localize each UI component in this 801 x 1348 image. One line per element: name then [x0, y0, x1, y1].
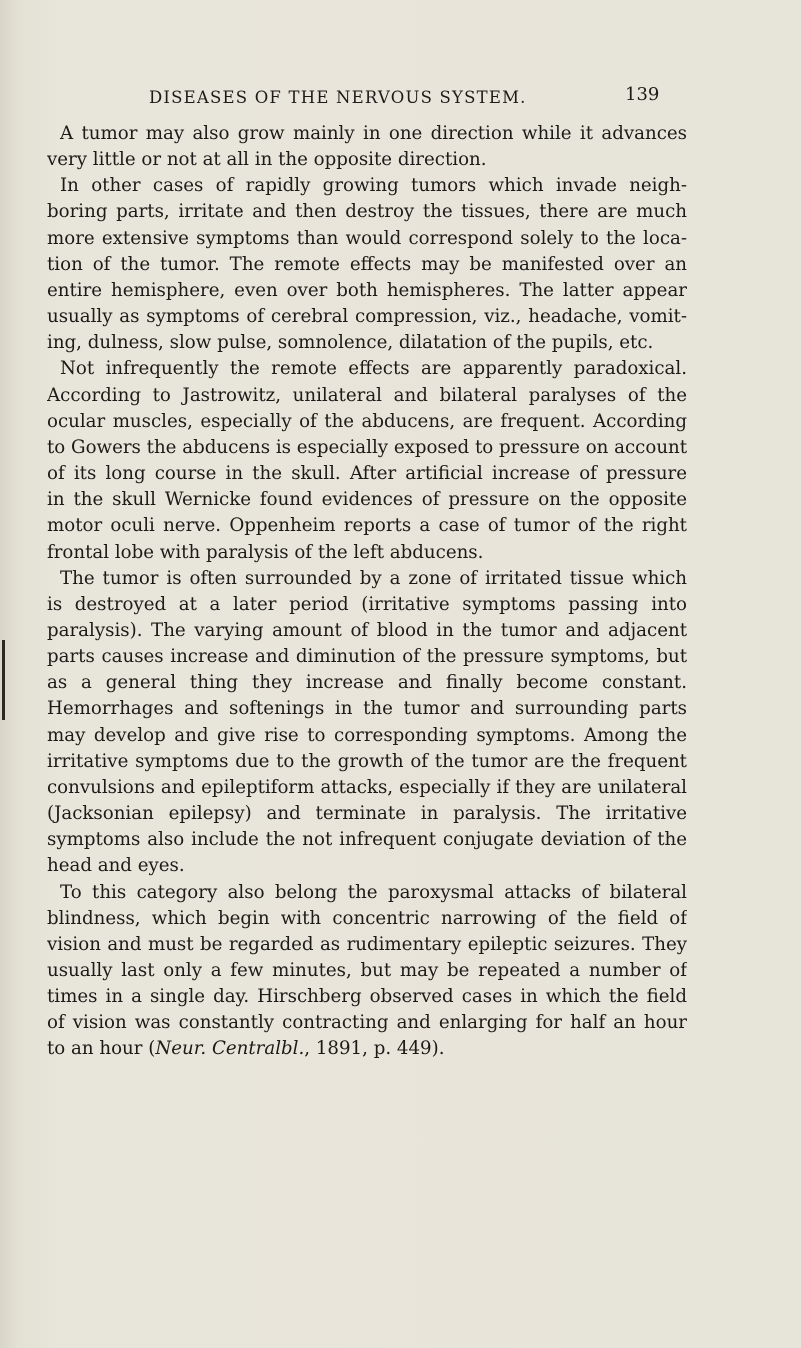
text-line: of vision was constantly contracting and enlarging for half an hour	[47, 1012, 687, 1034]
running-header: DISEASES OF THE NERVOUS SYSTEM.	[149, 88, 527, 107]
text-line: parts causes increase and diminution of the pressure symptoms, but	[47, 646, 687, 668]
text-line: ing, dulness, slow pulse, somnolence, dilatation of the pupils, etc.	[47, 332, 654, 354]
text-line: frontal lobe with paralysis of the left abducens.	[47, 541, 484, 563]
text-line: vision and must be regarded as rudimentary epileptic seizures. They	[47, 933, 687, 955]
text-line: entire hemisphere, even over both hemispheres. The latter appear	[47, 279, 687, 301]
text-line: The tumor is often surrounded by a zone of irritated tissue which	[60, 567, 687, 589]
text-line: To this category also belong the paroxysmal attacks of bilateral	[60, 881, 687, 903]
text-line: Not infrequently the remote effects are apparently paradoxical.	[60, 358, 687, 380]
journal-citation: Neur. Centralbl.	[155, 1038, 305, 1060]
body-text	[47, 121, 687, 1063]
text-line: convulsions and epileptiform attacks, especially if they are unilateral	[47, 776, 687, 798]
text-line: usually as symptoms of cerebral compression, viz., headache, vomit-	[47, 306, 687, 328]
text-line: A tumor may also grow mainly in one direction while it advances	[60, 123, 687, 144]
text-line: more extensive symptoms than would correspond solely to the loca-	[47, 227, 687, 249]
final-line-lead: to an hour (	[47, 1038, 156, 1060]
text-line: as a general thing they increase and finally become constant.	[47, 672, 687, 694]
text-line: paralysis). The varying amount of blood in the tumor and adjacent	[47, 619, 687, 641]
page-number: 139	[625, 84, 660, 105]
text-line: is destroyed at a later period (irritative symptoms passing into	[47, 593, 687, 615]
text-line-final	[47, 1036, 687, 1062]
text-line: usually last only a few minutes, but may be repeated a number of	[47, 960, 687, 981]
text-line: (Jacksonian epilepsy) and terminate in paralysis. The irritative	[47, 803, 687, 825]
text-line: blindness, which begin with concentric narrowing of the field of	[47, 907, 687, 929]
margin-mark	[2, 640, 5, 720]
text-line: motor oculi nerve. Oppenheim reports a case of tumor of the right	[47, 515, 687, 537]
text-line: head and eyes.	[47, 855, 185, 877]
text-line: irritative symptoms due to the growth of the tumor are the frequent	[47, 750, 687, 772]
text-line: Hemorrhages and softenings in the tumor and surrounding parts	[47, 698, 687, 720]
text-line: ocular muscles, especially of the abducens, are frequent. According	[47, 410, 687, 432]
text-line: According to Jastrowitz, unilateral and bilateral paralyses of the	[47, 384, 687, 406]
text-line: boring parts, irritate and then destroy the tissues, there are much	[47, 201, 687, 223]
text-line: may develop and give rise to corresponding symptoms. Among the	[47, 724, 687, 746]
text-line: of its long course in the skull. After artificial increase of pressure	[47, 463, 687, 485]
text-line: very little or not at all in the opposite direction.	[47, 149, 487, 171]
text-line: times in a single day. Hirschberg observed cases in which the field	[47, 986, 687, 1008]
text-line: in the skull Wernicke found evidences of pressure on the opposite	[47, 489, 687, 511]
final-line-tail: , 1891, p. 449).	[304, 1038, 445, 1060]
text-line: symptoms also include the not infrequent conjugate deviation of the	[47, 829, 687, 851]
text-line: In other cases of rapidly growing tumors which invade neigh-	[60, 175, 687, 197]
text-line: to Gowers the abducens is especially exposed to pressure on account	[47, 436, 687, 458]
text-line: tion of the tumor. The remote effects may be manifested over an	[47, 253, 687, 275]
